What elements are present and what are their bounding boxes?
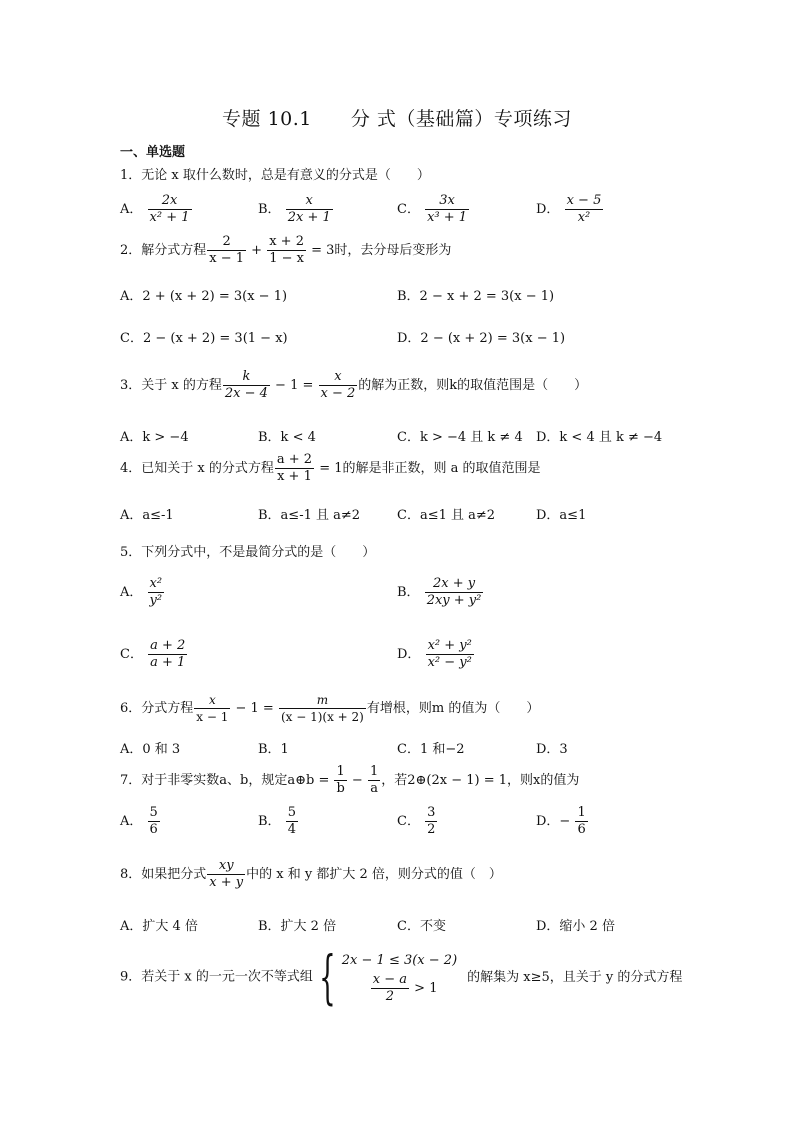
fraction [148, 638, 187, 671]
numerator: m [316, 693, 329, 707]
fraction [575, 805, 587, 838]
q8-option-a: A．扩大 4 倍 [120, 919, 198, 934]
q4-option-d: D．a≤1 [536, 508, 587, 523]
numerator: 2 [222, 234, 231, 249]
denominator: 4 [287, 822, 296, 837]
numerator: x² + y² [427, 638, 472, 653]
question-7-stem [120, 764, 579, 797]
numerator: 3 [427, 805, 436, 820]
option-label: B． [258, 814, 281, 829]
fraction [371, 972, 409, 1005]
stem-text: 2．解分式方程 [120, 243, 207, 258]
q7-option-c [397, 805, 438, 838]
denominator: x³ + 1 [427, 210, 468, 225]
q6-option-a: A．0 和 3 [120, 742, 181, 757]
denominator: 2xy + y² [426, 593, 482, 608]
q5-option-d [397, 638, 475, 671]
section-heading: 一、单选题 [120, 145, 186, 160]
q3-option-d: D．k < 4 且 k ≠ −4 [536, 430, 663, 445]
option-label: B． [397, 585, 420, 600]
numerator: x [208, 693, 216, 707]
option-label: C． [397, 814, 420, 829]
numerator: xy [218, 858, 234, 873]
stem-text: 4．已知关于 x 的分式方程 [120, 461, 274, 476]
numerator: a + 2 [276, 452, 313, 467]
stem-text: 的解为正数，则k的取值范围是（ ） [358, 378, 588, 393]
fraction [148, 805, 160, 838]
stem-text: 的解集为 x≥5，且关于 y 的分式方程 [467, 969, 683, 985]
question-2-stem [120, 234, 451, 267]
numerator: 2x + y [432, 576, 476, 591]
denominator: y² [149, 593, 163, 608]
question-5-stem: 5．下列分式中，不是最简分式的是（ ） [120, 545, 376, 560]
numerator: x + 2 [269, 234, 304, 249]
numerator: 2x [161, 193, 178, 208]
stem-text: 6．分式方程 [120, 701, 194, 716]
denominator: 1 − x [269, 251, 304, 266]
operator: − 1 = [231, 701, 278, 716]
q8-option-c: C．不变 [397, 919, 446, 934]
question-9-stem [120, 943, 683, 1011]
denominator: 2 [371, 988, 409, 1005]
denominator: b [336, 781, 345, 796]
fraction [319, 369, 358, 402]
q3-option-c: C．k > −4 且 k ≠ 4 [397, 430, 523, 445]
question-8-stem [120, 858, 502, 891]
q7-option-a [120, 805, 161, 838]
q3-option-a: A．k > −4 [120, 430, 189, 445]
numerator: 1 [369, 764, 379, 779]
option-label: C． [120, 647, 143, 662]
q4-option-c: C．a≤1 且 a≠2 [397, 508, 496, 523]
fraction [275, 452, 314, 485]
fraction [334, 764, 346, 797]
operator: − 1 = [270, 378, 318, 393]
numerator: a + 2 [150, 638, 186, 653]
denominator: x + y [209, 875, 244, 890]
q6-option-b: B．1 [258, 742, 289, 757]
question-6-stem [120, 692, 539, 725]
stem-text: 9．若关于 x 的一元一次不等式组 [120, 969, 313, 985]
denominator: a + 1 [150, 655, 186, 670]
q8-option-b: B．扩大 2 倍 [258, 919, 337, 934]
fraction [426, 638, 474, 671]
denominator: x − 1 [209, 251, 245, 266]
denominator: x² [565, 209, 604, 226]
stem-text: ，若2⊕(2x − 1) = 1，则x的值为 [381, 773, 580, 788]
q5-option-a [120, 576, 165, 609]
operator: > 1 [410, 980, 438, 996]
numerator: x [305, 193, 313, 208]
denominator: x − 2 [320, 386, 356, 401]
page-title: 专题 10.1 分 式（基础篇）专项练习 [222, 108, 572, 130]
stem-text: 中的 x 和 y 都扩大 2 倍，则分式的值（ ） [246, 867, 502, 882]
fraction [425, 576, 484, 609]
numerator: 5 [287, 805, 296, 820]
fraction [207, 858, 245, 891]
fraction [286, 193, 333, 226]
fraction [565, 193, 604, 226]
q5-option-b [397, 576, 484, 609]
stem-text: 8．如果把分式 [120, 867, 207, 882]
question-3-stem [120, 369, 587, 402]
numerator: 5 [149, 805, 158, 820]
numerator: x² [149, 576, 163, 591]
q6-option-d: D．3 [536, 742, 568, 757]
denominator: x − 1 [196, 710, 229, 724]
stem-text: = 1的解是非正数，则 a 的取值范围是 [315, 461, 541, 476]
q2-option-d: D．2 − (x + 2) = 3(x − 1) [397, 331, 566, 346]
option-label: D． [397, 647, 421, 662]
brace-symbol: { [319, 943, 336, 1011]
numerator: k [242, 369, 251, 384]
inequality-system [342, 950, 457, 1005]
q1-option-b [258, 193, 334, 226]
option-label: B． [258, 202, 281, 217]
numerator: x [334, 369, 342, 384]
denominator: 6 [577, 822, 586, 837]
denominator: 2x + 1 [287, 210, 331, 225]
denominator: 6 [149, 822, 158, 837]
denominator: x + 1 [275, 468, 314, 485]
fraction [207, 234, 246, 267]
fraction [286, 805, 298, 838]
q8-option-d: D．缩小 2 倍 [536, 919, 615, 934]
q7-option-d [536, 805, 589, 838]
denominator: x² − y² [427, 655, 472, 670]
question-4-stem [120, 452, 541, 485]
fraction [194, 692, 230, 725]
stem-text: 7．对于非零实数a、b，规定a⊕b = [120, 773, 334, 788]
q4-option-b: B．a≤-1 且 a≠2 [258, 508, 361, 523]
q1-option-c [397, 193, 470, 226]
fraction [267, 234, 306, 267]
q7-option-b [258, 805, 299, 838]
inequality-line-1: 2x − 1 ≤ 3(x − 2) [341, 952, 458, 968]
q5-option-c [120, 638, 188, 671]
denominator: (x − 1)(x + 2) [280, 710, 364, 724]
stem-text: 有增根，则m 的值为（ ） [366, 701, 540, 716]
option-label: D． [536, 202, 560, 217]
stem-text: = 3时，去分母后变形为 [306, 243, 452, 258]
numerator: x − 5 [566, 193, 602, 208]
numerator: x − a [372, 971, 408, 987]
q2-option-b: B．2 − x + 2 = 3(x − 1) [397, 289, 555, 304]
q4-option-a: A．a≤-1 [120, 508, 174, 523]
stem-text: 3．关于 x 的方程 [120, 378, 222, 393]
numerator: 1 [577, 805, 586, 820]
option-label: D．− [536, 814, 571, 829]
inequality-line-2 [342, 972, 457, 1005]
option-label: C． [397, 202, 420, 217]
operator: − [347, 773, 367, 788]
q3-option-b: B．k < 4 [258, 430, 316, 445]
option-label: A． [120, 585, 143, 600]
operator: + [247, 243, 267, 258]
denominator: a [368, 780, 380, 797]
denominator: 2 [427, 822, 436, 837]
option-label: A． [120, 814, 143, 829]
fraction [279, 692, 366, 725]
fraction [148, 193, 192, 226]
fraction [425, 193, 469, 226]
denominator: x² + 1 [149, 210, 190, 225]
q6-option-c: C．1 和−2 [397, 742, 465, 757]
q1-option-a [120, 193, 193, 226]
denominator: 2x − 4 [224, 386, 268, 401]
fraction [425, 805, 437, 838]
fraction [368, 764, 380, 797]
numerator: 1 [336, 764, 345, 779]
numerator: 3x [439, 193, 455, 208]
q2-option-c: C．2 − (x + 2) = 3(1 − x) [120, 331, 288, 346]
fraction [148, 576, 165, 609]
fraction [223, 369, 270, 402]
q1-option-d [536, 193, 604, 226]
option-label: A． [120, 202, 143, 217]
question-1-stem: 1．无论 x 取什么数时，总是有意义的分式是（ ） [120, 168, 430, 183]
q2-option-a: A．2 + (x + 2) = 3(x − 1) [120, 289, 288, 304]
